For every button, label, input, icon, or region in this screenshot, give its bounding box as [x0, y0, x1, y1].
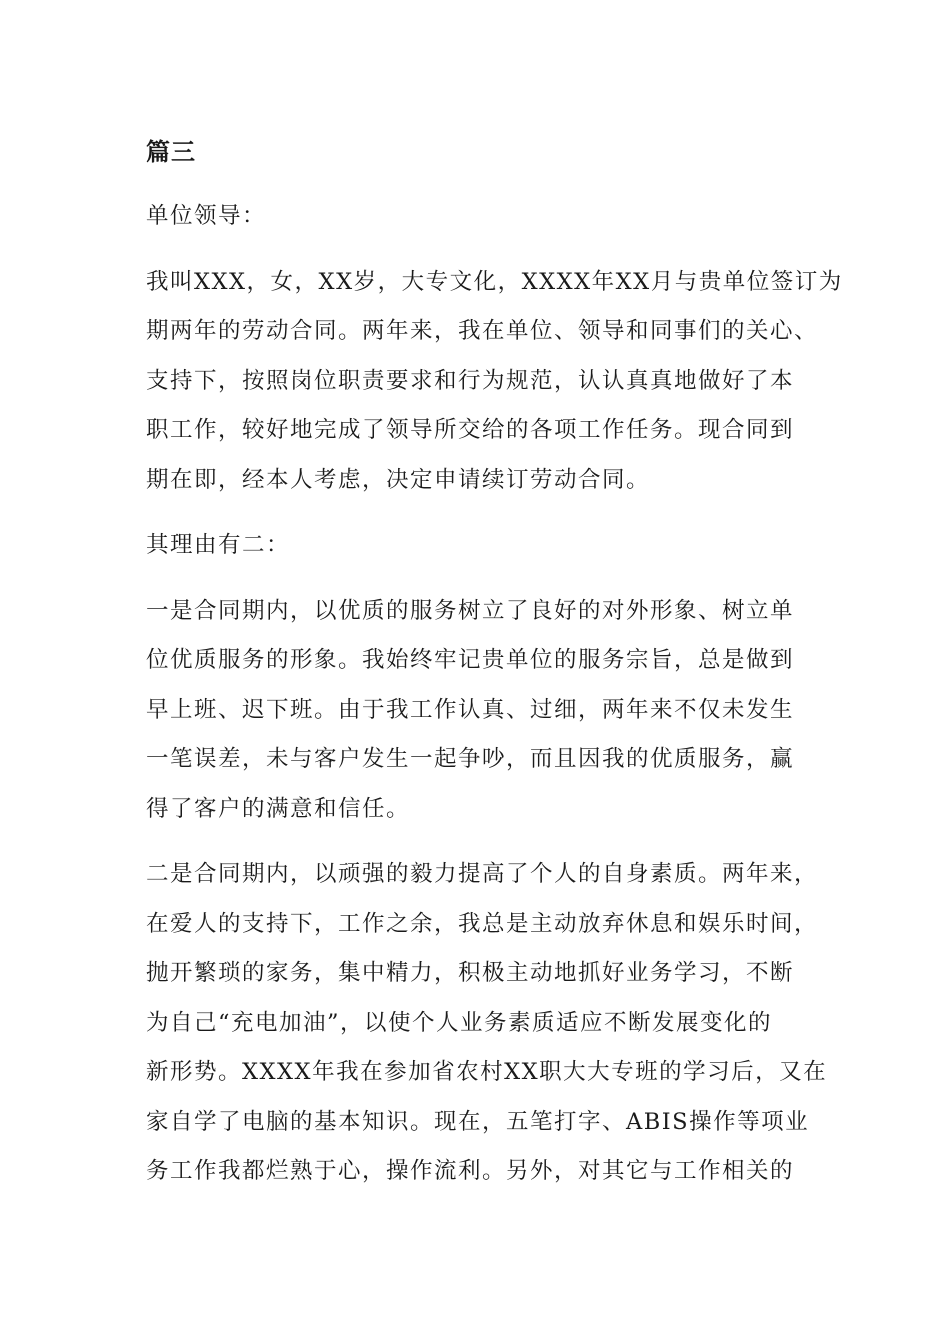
paragraph-line: 支持下，按照岗位职责要求和行为规范，认认真真地做好了本: [146, 367, 795, 394]
document-body: [146, 128, 843, 1213]
paragraph-line: 家自学了电脑的基本知识。现在，五笔打字、ABIS操作等项业: [146, 1108, 810, 1135]
paragraph-line: 为自己“充电加油”，以使个人业务素质适应不断发展变化的: [146, 1009, 773, 1036]
paragraph-line: 我叫XXX，女，XX岁，大专文化，XXXX年XX月与贵单位签订为: [146, 268, 843, 295]
paragraph-line: 新形势。XXXX年我在参加省农村XX职大大专班的学习后，又在: [146, 1059, 828, 1085]
paragraph-line: 期两年的劳动合同。两年来，我在单位、领导和同事们的关心、: [146, 318, 819, 344]
paragraph-reason-one: [146, 587, 806, 835]
salutation: 单位领导：: [146, 203, 267, 229]
paragraph-line: 职工作，较好地完成了领导所交给的各项工作任务。现合同到: [146, 417, 795, 443]
paragraph-reasons-lead: [146, 521, 806, 571]
paragraph-line: 抛开繁琐的家务，集中精力，积极主动地抓好业务学习，不断: [146, 960, 795, 986]
paragraph-line: 位优质服务的形象。我始终牢记贵单位的服务宗旨，总是做到: [146, 647, 795, 673]
section-heading: 篇三: [146, 138, 196, 166]
paragraph-line: 务工作我都烂熟于心，操作流利。另外，对其它与工作相关的: [146, 1158, 795, 1184]
paragraph-line: 早上班、迟下班。由于我工作认真、过细，两年来不仅未发生: [146, 696, 795, 723]
paragraph-reason-two: [146, 850, 828, 1197]
paragraph-line: 一笔误差，未与客户发生一起争吵，而且因我的优质服务，赢: [146, 746, 795, 772]
paragraph-line: 一是合同期内，以优质的服务树立了良好的对外形象、树立单: [146, 597, 795, 624]
paragraph-line: 二是合同期内，以顽强的毅力提高了个人的自身素质。两年来，: [146, 861, 819, 887]
paragraph-line: 在爱人的支持下，工作之余，我总是主动放弃休息和娱乐时间，: [146, 910, 819, 937]
paragraph-line: 得了客户的满意和信任。: [146, 795, 411, 822]
paragraph-intro: [146, 258, 843, 506]
paragraph-line: 期在即，经本人考虑，决定申请续订劳动合同。: [146, 466, 651, 493]
paragraph-line: 其理由有二：: [146, 532, 291, 558]
